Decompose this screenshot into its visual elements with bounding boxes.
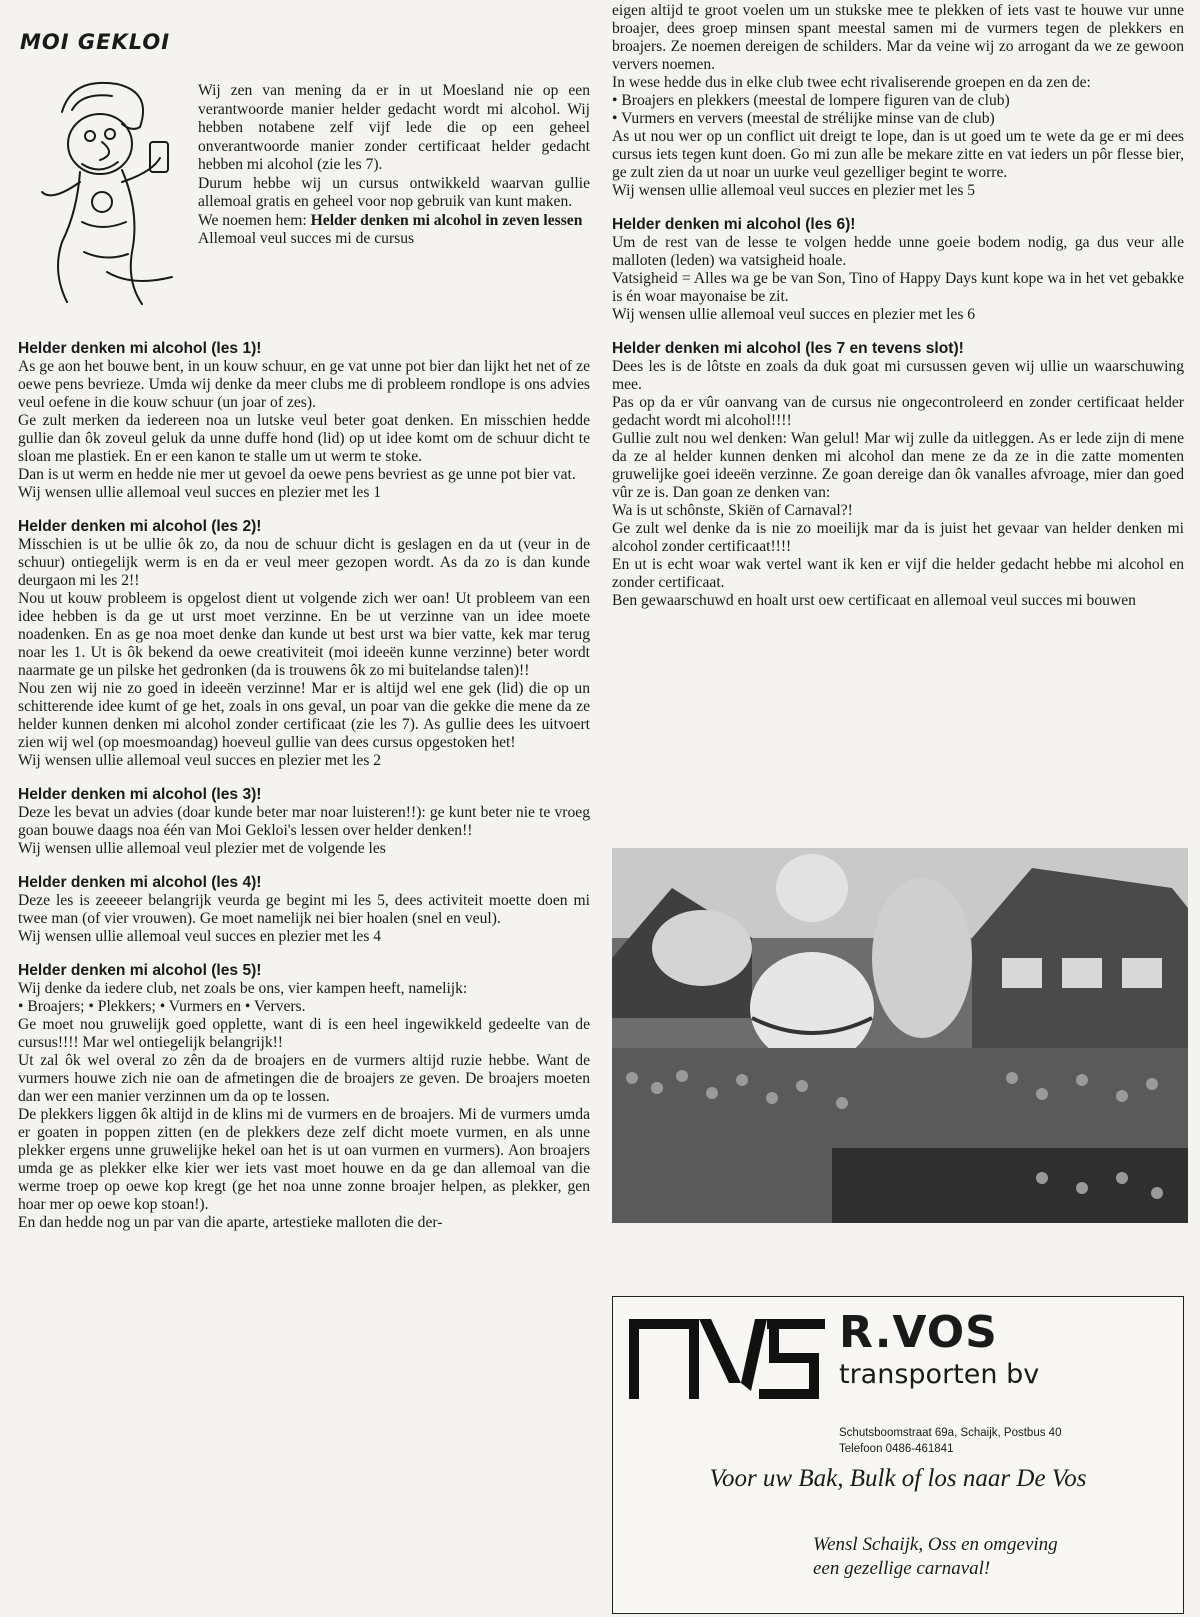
continued-paragraph: As ut nou wer op un conflict uit dreigt te lope, dan is ut goed um te wete da ge er mi dees cursus iets tegen kunt doen. Go mi zun alle be mekare zitte en vat ieders un pôr flesse bier, ge zult zien da ut noar un uurke veul gezelliger begint te worre. xyxy=(612,128,1184,181)
lesson-paragraph: Dan is ut werm en hedde nie mer ut gevoel da oewe pens bevriest as ge unne pot bier vat. xyxy=(18,466,576,483)
continued-paragraph: Wij wensen ullie allemoal veul succes en plezier met les 5 xyxy=(612,182,976,199)
intro-paragraph: Durum hebbe wij un cursus ontwikkeld waarvan gullie allemoal gratis en geheel voor nop gebruik van kunt maken. xyxy=(198,174,590,210)
lesson-7 xyxy=(612,340,1184,610)
lesson-4 xyxy=(18,874,590,946)
lesson-paragraph: Ge zult wel denke da is nie zo moeilijk mar da is juist het gevaar van helder denken mi alcohol zonder certificaat!!!! xyxy=(612,520,1184,555)
ad-subtitle: transporten bv xyxy=(839,1359,1040,1390)
list-item: • Broajers en plekkers (meestal de lompere figuren van de club) xyxy=(612,92,1184,110)
intro-text xyxy=(198,82,590,249)
lesson-heading: Helder denken mi alcohol (les 4)! xyxy=(18,874,262,891)
lesson-paragraph: Wa is ut schônste, Skiën of Carnaval?! xyxy=(612,502,853,519)
lesson-paragraph: As ge aon het bouwe bent, in un kouw schuur, en ge vat unne pot bier dan lijkt het net of ze oewe pens bevrieze. Umda wij denke da meer clubs me di probleem rondlope is ons advies veul oefene in die kouw schuur (un joar of zes). xyxy=(18,358,590,411)
lesson-paragraph: En ut is echt woar wak vertel want ik ken er vijf die helder gedacht hebbe mi alcohol en zonder certificaat. xyxy=(612,556,1184,591)
ad-brand: R.VOS xyxy=(839,1307,998,1358)
lesson-paragraph: Ge zult merken da iedereen noa un lutske veul beter goat denken. En misschien hedde gullie dan ôk zoveul geluk da unne duffe hond (lid) op ut idee komt om de schuur dicht te sloan me plastiek. En er een kanon te stalle um ut werm te stoke. xyxy=(18,412,590,465)
ad-wish xyxy=(813,1533,1058,1581)
group-list xyxy=(612,92,1184,128)
left-column xyxy=(18,340,590,1232)
continued-paragraph: eigen altijd te groot voelen um un stukske mee te plekken of iets vast te houwe vur unne broajer, dees groep minsen spant meestal samen mi de vurmers tegen de plekkers en broajers. Ze noemen dereigen de schilders. Mar da veine wij zo arrogant da we ze gewoon ververs noemen. xyxy=(612,2,1184,73)
lesson-paragraph: Wij wensen ullie allemoal veul succes en plezier met les 2 xyxy=(18,752,382,769)
lesson-paragraph: Nou ut kouw probleem is opgelost dient ut volgende zich wer oan! Ut probleem van een idee hebben is da ge ut urst moet verzinne. En be ut verzinne van un idee moete noadenken. En as ge noa moet denke dan kunde ut best urst wa bier vatte, kek mar terug noar les 1. Ut is ôk bekend da oewe creativiteit (moi ideeën kunne verzinne) beter wordt naarmate ge un pilske het gedronken (da is trouwens ôk zo mi buitelandse talen)!! xyxy=(18,590,590,679)
lesson-5 xyxy=(18,962,590,1232)
lesson-paragraph: Deze les is zeeeeer belangrijk veurda ge begint mi les 5, dees activiteit moette doen mi twee man (of vier vrouwen). Ge moet namelijk nei bier hoalen (snel en veul). xyxy=(18,892,590,927)
course-name: Helder denken mi alcohol in zeven lessen xyxy=(310,211,583,229)
lesson-paragraph: Misschien is ut be ullie ôk zo, da nou de schuur dicht is geslagen en da ut (veur in de schuur) ontiegelijk werm is en da er veul meer gezopen wordt. As da zo is dan kunde deurgaon mi les 2!! xyxy=(18,536,590,589)
lesson-paragraph: De plekkers liggen ôk altijd in de klins mi de vurmers en de broajers. Mi de vurmers umda er goaten in poppen zitten (en de plekkers deze zelf dicht moete vurmen, en als unne plekker ergens unne gruwelijke hekel oan het is ut oan vurmen en vurmers). Aon broajers umda ge as plekker elke kier wer iets vast moet houwe en da ge dan allemoal van die werme troep op oewe kop kregt (ge het noa unne zonne broajer helpen, as plekker, gen hoar mer op oewe kop stoan!). xyxy=(18,1106,590,1213)
page-title: MOI GEKLOI xyxy=(20,30,171,54)
ad-slogan: Voor uw Bak, Bulk of los naar De Vos xyxy=(709,1465,1087,1492)
lesson-heading: Helder denken mi alcohol (les 6)! xyxy=(612,216,856,233)
lesson-paragraph: En dan hedde nog un par van die aparte, artestieke malloten die der- xyxy=(18,1214,443,1231)
lesson-paragraph: Ben gewaarschuwd en hoalt urst oew certificaat en allemoal veul succes mi bouwen xyxy=(612,592,1136,609)
ad-phone: Telefoon 0486-461841 xyxy=(839,1443,954,1455)
lesson-2 xyxy=(18,518,590,770)
intro-name-prefix: We noemen hem: xyxy=(198,211,311,229)
lesson-paragraph: Wij wensen ullie allemoal veul succes en plezier met les 6 xyxy=(612,306,976,323)
lesson-paragraph: Wij wensen ullie allemoal veul succes en plezier met les 4 xyxy=(18,928,382,945)
carnival-parade-photo xyxy=(612,848,1188,1223)
lesson-paragraph: Um de rest van de lesse te volgen hedde unne goeie bodem nodig, ga dus veur alle malloten (leden) wa vatsigheid hoale. xyxy=(612,234,1184,269)
right-column xyxy=(612,2,1184,610)
lesson-3 xyxy=(18,786,590,858)
intro-name-line xyxy=(198,212,590,231)
lesson-heading: Helder denken mi alcohol (les 7 en tevens slot)! xyxy=(612,340,964,357)
lesson-paragraph: Pas op da er vûr oanvang van de cursus nie ongecontroleerd en zonder certificaat helder gedacht wordt mi alcohol!!!! xyxy=(612,394,1184,429)
lesson-paragraph: Ge moet nou gruwelijk goed opplette, want di is een heel ingewikkeld gedeelte van de cursus!!!! Mar wel ontiegelijk belangrijk!! xyxy=(18,1016,590,1051)
lesson-heading: Helder denken mi alcohol (les 2)! xyxy=(18,518,262,535)
ad-address: Schutsboomstraat 69a, Schaijk, Postbus 40 xyxy=(839,1427,1062,1439)
lesson-paragraph: Wij denke da iedere club, net zoals be ons, vier kampen heeft, namelijk: xyxy=(18,980,468,997)
continued-paragraph: In wese hedde dus in elke club twee echt rivaliserende groepen en da zen de: xyxy=(612,74,1091,91)
lesson-6 xyxy=(612,216,1184,324)
list-item: • Vurmers en ververs (meestal de strélijke minse van de club) xyxy=(612,110,1184,128)
ad-wish-line: Wensl Schaijk, Oss en omgeving xyxy=(813,1534,1058,1555)
advertisement-rvos xyxy=(612,1296,1184,1614)
lesson-paragraph: Dees les is de lôtste en zoals da duk goat mi cursussen geven wij ullie un waarschuwing mee. xyxy=(612,358,1184,393)
intro-closing: Allemoal veul succes mi de cursus xyxy=(198,230,415,247)
lesson-paragraph: Wij wensen ullie allemoal veul plezier met de volgende les xyxy=(18,840,386,857)
lesson-heading: Helder denken mi alcohol (les 3)! xyxy=(18,786,262,803)
lesson-heading: Helder denken mi alcohol (les 5)! xyxy=(18,962,262,979)
lesson-paragraph: Wij wensen ullie allemoal veul succes en plezier met les 1 xyxy=(18,484,382,501)
lesson-paragraph: Nou zen wij nie zo goed in ideeën verzinne! Mar er is altijd wel ene gek (lid) die op un schitterende idee kumt of ge het, zoals in ons geval, un poar van die gekke die mene da ze helder kunnen denken mi alcohol zonder certificaat (zie les 7). As gullie dees les uitvoert zien wij wel (op moesmoandag) hoeveul gullie van dees cursus opgestoken het! xyxy=(18,680,590,751)
lesson-paragraph: Gullie zult nou wel denken: Wan gelul! Mar wij zulle da uitleggen. As er lede zijn di mene da ze al helder kunnen denken mi alcohol dan mene ze da ze in die zatte momenten gruwelijke goei ideeën verzinne. Ze goan dereige dan ôk vanalles afvroage, mier dan goed vûr ze is. Dan goan ze denken van: xyxy=(612,430,1184,501)
cartoon-illustration xyxy=(22,72,182,312)
lesson-paragraph: • Broajers; • Plekkers; • Vurmers en • Ververs. xyxy=(18,998,306,1015)
ad-address-block xyxy=(839,1425,1061,1457)
rvos-logo xyxy=(629,1313,825,1405)
lesson-paragraph: Deze les bevat un advies (doar kunde beter mar noar luisteren!!): ge kunt beter nie te vroeg goan bouwe daags noa één van Moi Gekloi's lessen over helder denken!! xyxy=(18,804,590,839)
intro-paragraph: Wij zen van mening da er in ut Moesland nie op een verantwoorde manier helder gedacht wordt mi alcohol. Wij hebben notabene zelf vijf lede die op een geheel onverantwoorde manier zonder certificaat helder gedacht hebben mi alcohol (zie les 7). xyxy=(198,82,590,173)
lesson-1 xyxy=(18,340,590,502)
lesson-heading: Helder denken mi alcohol (les 1)! xyxy=(18,340,262,357)
lesson-paragraph: Ut zal ôk wel overal zo zên da de broajers en de vurmers altijd ruzie hebbe. Want de vurmers houwe zich nie oan de afmetingen die de broajers ze geven. De broajers moeten dan wer een manier verzinnen um da op te lossen. xyxy=(18,1052,590,1105)
lesson-paragraph: Vatsigheid = Alles wa ge be van Son, Tino of Happy Days kunt kope wa in het vet gebakke is én woar mayonaise be zit. xyxy=(612,270,1184,305)
ad-wish-line: een gezellige carnaval! xyxy=(813,1558,991,1579)
